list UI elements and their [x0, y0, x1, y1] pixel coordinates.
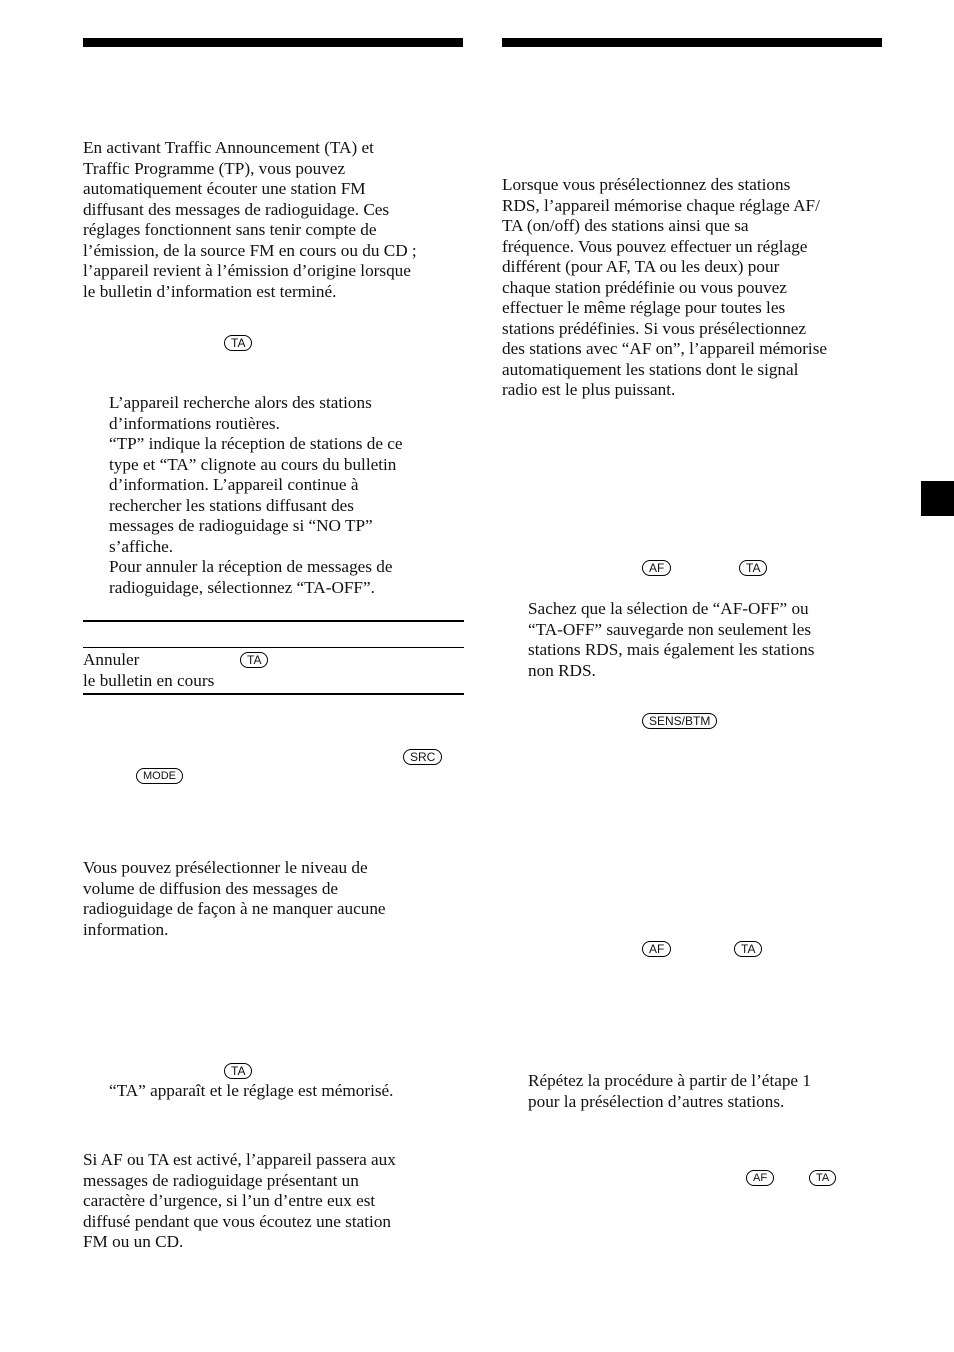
table-row-label: Annuler le bulletin en cours [83, 650, 215, 690]
volume-intro-text: Vous pouvez présélectionner le niveau de volume de diffusion des messages de radioguidage de façon à ne manquer aucune information. [83, 858, 386, 939]
af-button-2[interactable]: AF [642, 941, 671, 957]
left-header-bar [83, 38, 463, 47]
ta-button[interactable]: TA [224, 335, 252, 351]
sens-btm-button[interactable]: SENS/BTM [642, 713, 717, 729]
af-ta-note-text: Sachez que la sélection de “AF-OFF” ou “TA-OFF” sauvegarde non seulement les stations RDS, mais également les stations non RDS. [528, 599, 815, 680]
af-button-1[interactable]: AF [642, 560, 671, 576]
ta-button-right-1[interactable]: TA [739, 560, 767, 576]
ta-result-text: L’appareil recherche alors des stations d’informations routières. “TP” indique la réception de stations de ce type et “TA” clignote au cours du bulletin d’information. L’appareil continue à rechercher les stations diffusant des messages de radioguidage si “NO TP” s’affiche. Pour annuler la réception de messages de radioguidage, sélectionnez “TA-OFF”. [109, 393, 403, 597]
mode-button[interactable]: MODE [136, 768, 183, 784]
preset-intro-text: Lorsque vous présélectionnez des stations RDS, l’appareil mémorise chaque réglage AF/ TA (on/off) des stations ainsi que sa fréquence. Vous pouvez effectuer un réglage différent (pour AF, TA ou les deux) pour chaque station prédéfinie ou vous pouvez effectuer le même réglage pour toutes les stations prédéfinies. Si vous présélectionnez des stations avec “AF on”, l’appareil mémorise automatiquement les stations dont le signal radio est le plus puissant. [502, 175, 828, 399]
af-button-3[interactable]: AF [746, 1170, 774, 1186]
section-tab [921, 481, 954, 516]
repeat-text: Répétez la procédure à partir de l’étape 1 pour la présélection d’autres stations. [528, 1071, 811, 1111]
table-top-rule [83, 620, 464, 622]
ta-button-2[interactable]: TA [224, 1063, 252, 1079]
table-header-rule [83, 647, 464, 648]
ta-memorized-text: “TA” apparaît et le réglage est mémorisé. [109, 1081, 394, 1100]
ta-button-right-2[interactable]: TA [734, 941, 762, 957]
src-button[interactable]: SRC [403, 749, 442, 765]
ta-intro-text: En activant Traffic Announcement (TA) et Traffic Programme (TP), vous pouvez automatiquement écouter une station FM diffusant des messages de radioguidage. Ces réglages fonctionnent sans tenir compte de l’émission, de la source FM en cours ou du CD ; l’appareil revient à l’émission d’origine lorsque le bulletin d’information est terminé. [83, 138, 417, 301]
table-bottom-rule [83, 693, 464, 695]
right-header-bar [502, 38, 882, 47]
emergency-text: Si AF ou TA est activé, l’appareil passera aux messages de radioguidage présentant un caractère d’urgence, si l’un d’entre eux est diffusé pendant que vous écoutez une station FM ou un CD. [83, 1150, 396, 1251]
table-ta-button[interactable]: TA [240, 652, 268, 668]
ta-button-right-3[interactable]: TA [809, 1170, 836, 1186]
